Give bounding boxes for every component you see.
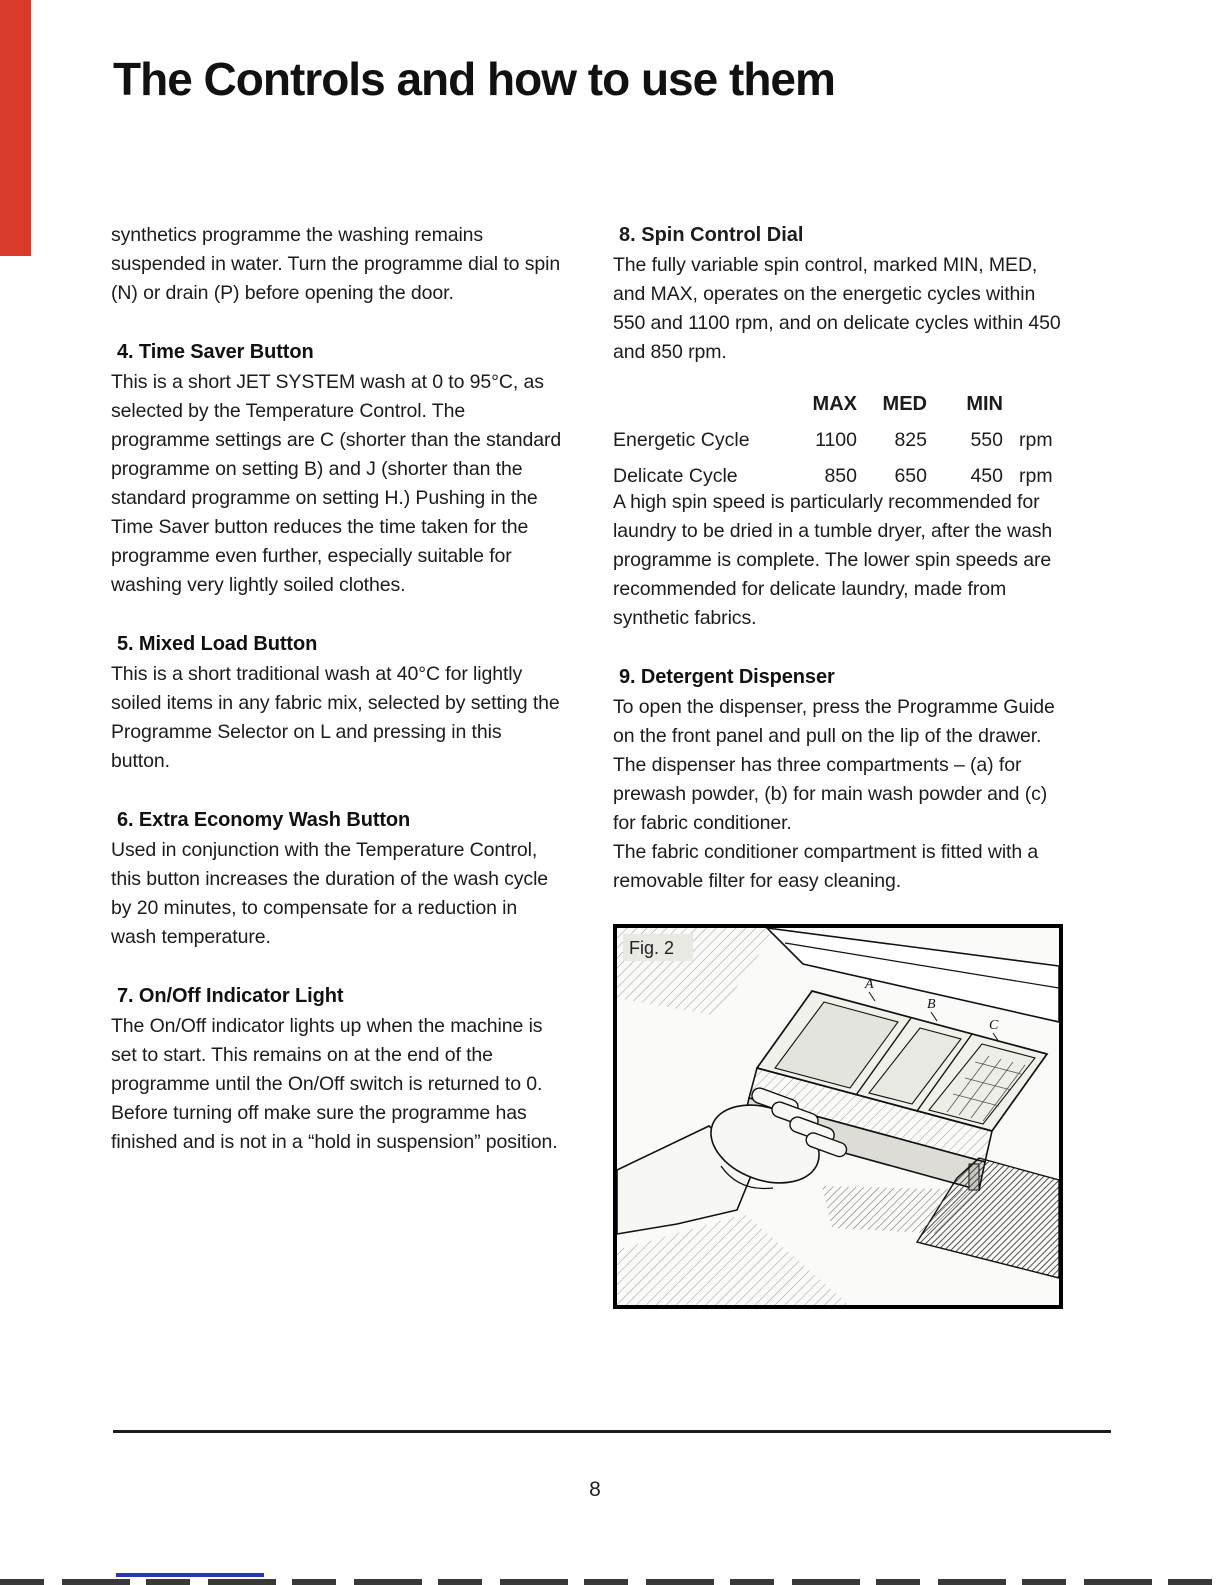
right-column — [613, 221, 1069, 1309]
compartment-label-c: C — [989, 1018, 999, 1033]
cell-unit: rpm — [1019, 429, 1053, 451]
left-column — [111, 221, 563, 1157]
section-heading: 9. Detergent Dispenser — [619, 666, 835, 688]
cell-med: 825 — [894, 429, 927, 451]
section-body: To open the dispenser, press the Programme Guide on the front panel and pull on the lip of the drawer. — [613, 696, 1055, 747]
compartment-label-a: A — [865, 977, 874, 992]
cell-med: 650 — [894, 465, 927, 487]
cell-min: 450 — [970, 465, 1003, 487]
row-label: Energetic Cycle — [613, 429, 750, 451]
figure-label: Fig. 2 — [629, 938, 675, 958]
section-heading: 8. Spin Control Dial — [619, 224, 804, 246]
section-body: This is a short traditional wash at 40°C for lightly soiled items in any fabric mix, selected by setting the Programme Selector on L and pressing in this button. — [111, 663, 560, 772]
section-heading: 7. On/Off Indicator Light — [117, 985, 344, 1007]
section-heading: 6. Extra Economy Wash Button — [117, 809, 411, 831]
section-body: Used in conjunction with the Temperature Control, this button increases the duration of the wash cycle by 20 minutes, to compensate for a reduction in wash temperature. — [111, 839, 549, 948]
section-body: The fabric conditioner compartment is fitted with a removable filter for easy cleaning. — [613, 841, 1039, 892]
page-number: 8 — [589, 1478, 601, 1501]
column-header-med: MED — [882, 393, 927, 415]
table-row-energetic-cycle — [613, 429, 1069, 452]
scan-blue-line-artifact — [116, 1573, 264, 1577]
footer-rule — [113, 1430, 1111, 1433]
column-header-min: MIN — [966, 393, 1003, 415]
column-header-max: MAX — [812, 393, 857, 415]
section-body: The dispenser has three compartments – (a) for prewash powder, (b) for main wash powder and (c) for fabric conditioner. — [613, 754, 1048, 834]
table-row-delicate-cycle — [613, 465, 1069, 488]
dispenser-drawing — [617, 928, 1059, 1305]
cell-min: 550 — [970, 429, 1003, 451]
section-mixed-load-button — [111, 630, 563, 776]
table-header-row — [613, 393, 1069, 416]
figure-2-dispenser-illustration — [613, 924, 1063, 1309]
section-extra-economy-wash-button — [111, 806, 563, 952]
scan-edge-red-strip — [0, 0, 31, 256]
section-heading: 4. Time Saver Button — [117, 341, 314, 363]
cell-max: 850 — [824, 465, 857, 487]
section-detergent-dispenser — [613, 663, 1069, 896]
section-on-off-indicator-light — [111, 982, 563, 1157]
section-spin-control-dial — [613, 221, 1069, 367]
cell-unit: rpm — [1019, 465, 1053, 487]
spin-speed-table — [613, 393, 1069, 488]
scan-edge-artifact — [0, 1579, 1225, 1585]
section-heading: 5. Mixed Load Button — [117, 633, 318, 655]
spin-speed-note: A high spin speed is particularly recommended for laundry to be dried in a tumble dryer, after the wash programme is complete. The lower spin speeds are recommended for delicate laundry, made from synthetic fabrics. — [613, 491, 1053, 629]
compartment-label-b: B — [927, 997, 936, 1012]
page-title: The Controls and how to use them — [113, 53, 835, 105]
continuation-paragraph: synthetics programme the washing remains suspended in water. Turn the programme dial to spin (N) or drain (P) before opening the door. — [111, 224, 561, 304]
section-body: The On/Off indicator lights up when the machine is set to start. This remains on at the end of the programme until the On/Off switch is returned to 0. Before turning off make sure the programme has finished and is not in a “hold in suspension” position. — [111, 1015, 558, 1153]
section-body: The fully variable spin control, marked MIN, MED, and MAX, operates on the energetic cycles within 550 and 1100 rpm, and on delicate cycles within 450 and 850 rpm. — [613, 254, 1061, 363]
section-time-saver-button — [111, 338, 563, 600]
cell-max: 1100 — [815, 429, 857, 451]
section-body: This is a short JET SYSTEM wash at 0 to 95°C, as selected by the Temperature Control. The programme settings are C (shorter than the standard programme on setting B) and J (shorter than the standard programme on setting H.) Pushing in the Time Saver button reduces the time taken for the programme even further, especially suitable for washing very lightly soiled clothes. — [111, 371, 562, 596]
row-label: Delicate Cycle — [613, 465, 738, 487]
